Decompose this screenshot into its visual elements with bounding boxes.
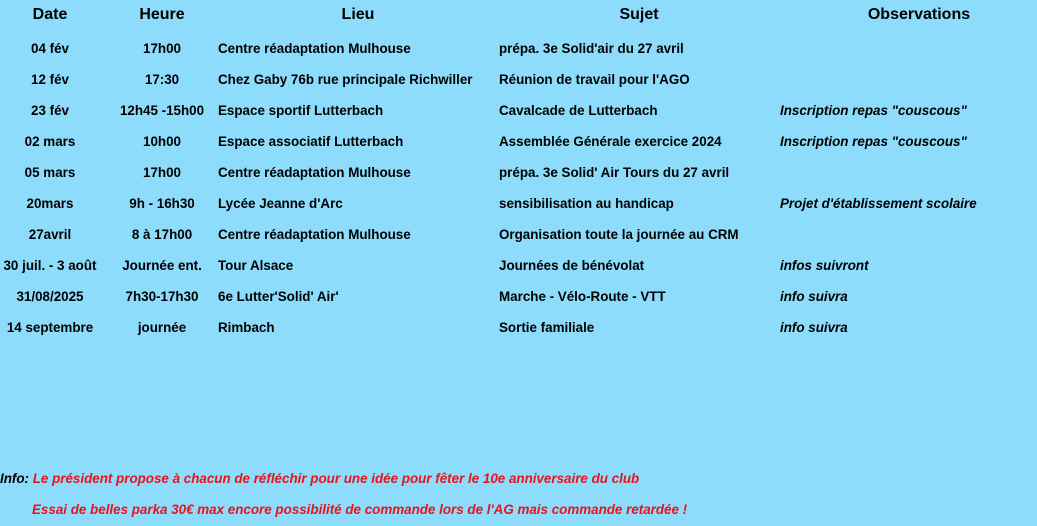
cell-lieu: Tour Alsace: [218, 258, 294, 273]
cell-date: 23 fév: [31, 103, 69, 118]
cell-observations: info suivra: [780, 289, 848, 304]
table-row: [0, 288, 1037, 310]
cell-sujet: Sortie familiale: [499, 320, 595, 335]
table-row: [0, 257, 1037, 279]
cell-heure: 7h30-17h30: [125, 289, 199, 304]
cell-date: 30 juil. - 3 août: [3, 258, 97, 273]
cell-heure: 17h00: [143, 165, 181, 180]
cell-sujet: Assemblée Générale exercice 2024: [499, 134, 722, 149]
cell-observations: info suivra: [780, 320, 848, 335]
cell-heure: Journée ent.: [122, 258, 202, 273]
cell-date: 05 mars: [24, 165, 76, 180]
cell-sujet: Organisation toute la journée au CRM: [499, 227, 739, 242]
cell-lieu: Centre réadaptation Mulhouse: [218, 41, 411, 56]
header-heure: Heure: [139, 6, 185, 23]
table-row: [0, 319, 1037, 341]
table-row: [0, 164, 1037, 186]
header-lieu: Lieu: [341, 6, 375, 23]
cell-lieu: Centre réadaptation Mulhouse: [218, 165, 411, 180]
info-line-2: [32, 502, 687, 517]
cell-lieu: 6e Lutter'Solid' Air': [218, 289, 339, 304]
cell-date: 04 fév: [31, 41, 69, 56]
header-observations: Observations: [867, 6, 971, 23]
info-line-1: [0, 471, 639, 486]
table-row: [0, 40, 1037, 62]
cell-lieu: Rimbach: [218, 320, 275, 335]
cell-sujet: prépa. 3e Solid'air du 27 avril: [499, 41, 684, 56]
header-sujet: Sujet: [619, 6, 659, 23]
cell-heure: 9h - 16h30: [129, 196, 195, 211]
info-text-1: Le président propose à chacun de réfléchir pour une idée pour fêter le 10e anniversaire du club: [29, 471, 640, 486]
info-text-2: Essai de belles parka 30€ max encore possibilité de commande lors de l'AG mais commande retardée !: [32, 502, 688, 517]
cell-date: 14 septembre: [6, 320, 94, 335]
cell-lieu: Centre réadaptation Mulhouse: [218, 227, 411, 242]
cell-heure: 12h45 -15h00: [119, 103, 205, 118]
table-row: [0, 133, 1037, 155]
cell-heure: 8 à 17h00: [131, 227, 193, 242]
cell-observations: Projet d'établissement scolaire: [780, 196, 977, 211]
cell-sujet: Réunion de travail pour l'AGO: [499, 72, 690, 87]
header-date: Date: [32, 6, 68, 23]
cell-heure: 17:30: [144, 72, 180, 87]
cell-sujet: Marche - Vélo-Route - VTT: [499, 289, 666, 304]
cell-lieu: Espace associatif Lutterbach: [218, 134, 404, 149]
table-row: [0, 71, 1037, 93]
cell-observations: Inscription repas "couscous": [780, 134, 967, 149]
cell-sujet: Cavalcade de Lutterbach: [499, 103, 658, 118]
cell-sujet: sensibilisation au handicap: [499, 196, 674, 211]
cell-lieu: Lycée Jeanne d'Arc: [218, 196, 343, 211]
cell-sujet: prépa. 3e Solid' Air Tours du 27 avril: [499, 165, 730, 180]
cell-heure: 17h00: [143, 41, 181, 56]
cell-lieu: Chez Gaby 76b rue principale Richwiller: [218, 72, 473, 87]
cell-lieu: Espace sportif Lutterbach: [218, 103, 384, 118]
cell-observations: infos suivront: [780, 258, 869, 273]
cell-sujet: Journées de bénévolat: [499, 258, 645, 273]
cell-date: 12 fév: [31, 72, 69, 87]
cell-observations: Inscription repas "couscous": [780, 103, 967, 118]
cell-heure: 10h00: [143, 134, 181, 149]
cell-date: 31/08/2025: [16, 289, 84, 304]
table-row: [0, 195, 1037, 217]
table-row: [0, 226, 1037, 248]
table-row: [0, 102, 1037, 124]
cell-date: 02 mars: [24, 134, 76, 149]
cell-date: 27avril: [28, 227, 72, 242]
info-label: Info:: [0, 471, 29, 486]
cell-date: 20mars: [26, 196, 74, 211]
cell-heure: journée: [137, 320, 187, 335]
